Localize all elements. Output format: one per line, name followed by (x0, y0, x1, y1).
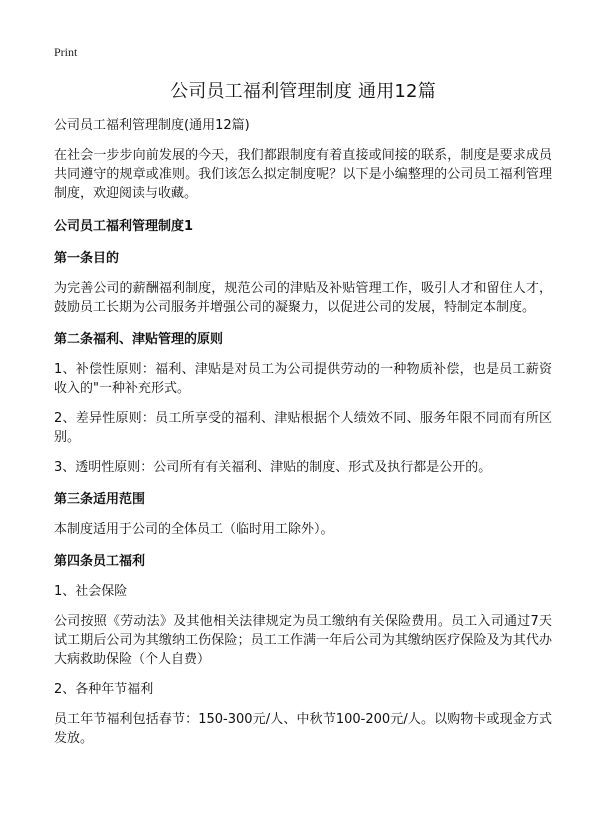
article4-item2: 2、各种年节福利 (54, 682, 154, 697)
article4-item2-text: 员工年节福利包括春节：150-300元/人、中秋节100-200元/人。以购物卡或现金方式发放。 (54, 712, 552, 746)
article4-item1: 1、社会保险 (54, 584, 128, 599)
article2-item2: 2、差异性原则：员工所享受的福利、津贴根据个人绩效不同、服务年限不同而有所区别。 (54, 411, 552, 445)
article2-heading: 第二条福利、津贴管理的原则 (54, 332, 224, 347)
article1-heading: 第一条目的 (54, 251, 120, 266)
article4-item1-text: 公司按照《劳动法》及其他相关法律规定为员工缴纳有关保险费用。员工入司通过7天试工期后公司为其缴纳工伤保险；员工工作满一年后公司为其缴纳医疗保险及为其代办大病救助保险（个人自费） (54, 614, 552, 667)
article2-item1: 1、补偿性原则：福利、津贴是对员工为公司提供劳动的一种物质补偿，也是员工薪资收入的"一种补充形式。 (54, 362, 552, 396)
article3-heading: 第三条适用范围 (54, 492, 146, 507)
intro-paragraph: 在社会一步步向前发展的今天，我们都跟制度有着直接或间接的联系，制度是要求成员共同遵守的规章或准则。我们该怎么拟定制度呢？以下是小编整理的公司员工福利管理制度，欢迎阅读与收藏。 (54, 148, 552, 201)
document-title: 公司员工福利管理制度 通用12篇 (170, 81, 436, 102)
print-label: Print (54, 45, 78, 59)
article4-heading: 第四条员工福利 (54, 554, 146, 569)
section1-heading: 公司员工福利管理制度1 (54, 219, 194, 234)
article2-item3: 3、透明性原则：公司所有有关福利、津贴的制度、形式及执行都是公开的。 (54, 460, 492, 475)
article1-text: 为完善公司的薪酬福利制度，规范公司的津贴及补贴管理工作，吸引人才和留住人才，鼓励员工长期为公司服务并增强公司的凝聚力，以促进公司的发展，特制定本制度。 (54, 281, 552, 315)
article3-text: 本制度适用于公司的全体员工（临时用工除外）。 (54, 522, 334, 537)
document-subtitle: 公司员工福利管理制度(通用12篇) (54, 118, 250, 133)
